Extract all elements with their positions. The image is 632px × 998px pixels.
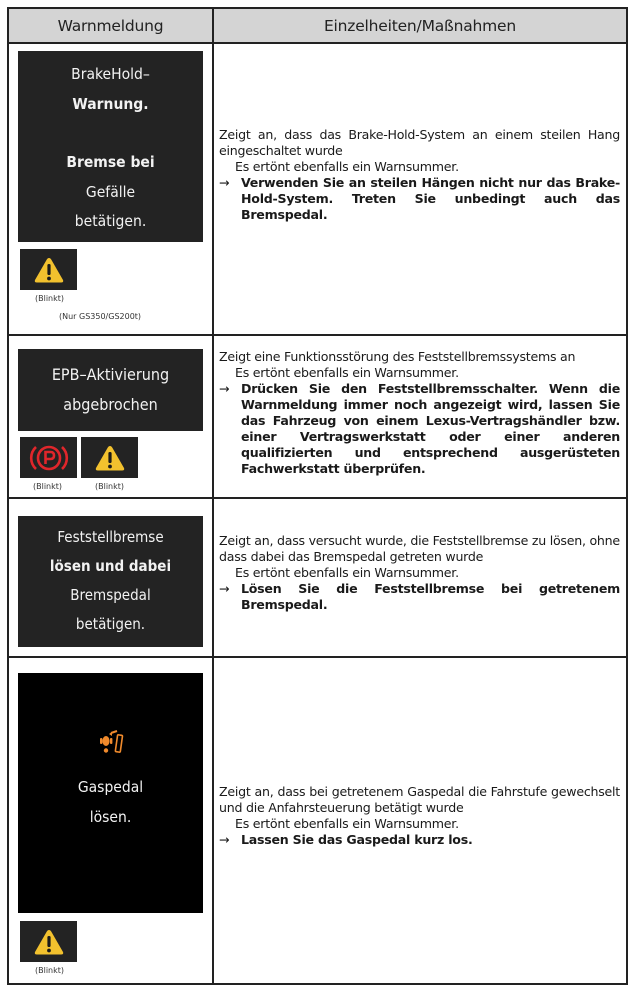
screen-line: Feststellbremse bbox=[57, 528, 164, 546]
details-text bbox=[214, 349, 626, 477]
details-cell bbox=[214, 336, 626, 497]
screen-line: betätigen. bbox=[75, 615, 146, 633]
indicator-parking-brake bbox=[20, 437, 77, 478]
warning-message-cell bbox=[9, 499, 214, 656]
foot-on-accelerator-icon bbox=[95, 729, 127, 755]
action-text: Drücken Sie den Feststellbremsschalter. Wenn die Warnmeldung immer noch angezeigt wird, lassen Sie das Fahrzeug von einem Lexus-Vertragshändler bzw. einer Vertragswerkstatt oder einer anderen qualifizierten und entsprechend ausgerüsteten Fachwerkstatt überprüfen. bbox=[241, 381, 620, 476]
screen-line: Gefälle bbox=[85, 182, 136, 201]
description: Zeigt an, dass bei getretenem Gaspedal die Fahrstufe gewechselt und die Anfahrsteuerung betätigt wurde bbox=[219, 783, 620, 815]
warning-messages-table bbox=[7, 7, 628, 985]
screen-spacer bbox=[18, 119, 203, 148]
action-text: Verwenden Sie an steilen Hängen nicht nur das Brake-Hold-System. Treten Sie unbedingt auch das Bremspedal. bbox=[241, 175, 620, 222]
details-text bbox=[214, 784, 626, 848]
arrow-right-icon: → bbox=[219, 175, 230, 190]
details-text bbox=[214, 127, 626, 223]
action bbox=[219, 175, 620, 223]
table-row bbox=[9, 499, 626, 658]
indicator-warning bbox=[20, 921, 77, 962]
description: Zeigt eine Funktionsstörung des Feststellbremssystems an bbox=[219, 349, 576, 364]
screen-text bbox=[18, 772, 203, 832]
table-row bbox=[9, 44, 626, 336]
warning-triangle-icon bbox=[94, 444, 126, 472]
display-screen bbox=[18, 516, 203, 647]
screen-icon-wrap bbox=[18, 729, 203, 755]
screen-line: betätigen. bbox=[74, 212, 147, 230]
table-row bbox=[9, 336, 626, 499]
display-screen bbox=[18, 51, 203, 242]
screen-line: Bremse bei bbox=[66, 153, 155, 171]
indicator-warning bbox=[20, 249, 77, 290]
description: Zeigt an, dass das Brake-Hold-System an einem steilen Hang eingeschaltet wurde bbox=[219, 127, 620, 158]
details-cell bbox=[214, 658, 626, 983]
blink-label: (Blinkt) bbox=[95, 482, 125, 491]
screen-line: Gaspedal bbox=[77, 778, 144, 796]
indicator-warning bbox=[81, 437, 138, 478]
screen-line: Warnung. bbox=[72, 94, 149, 113]
action bbox=[219, 581, 620, 613]
arrow-right-icon: → bbox=[219, 381, 230, 396]
model-note: (Nur GS350/GS200t) bbox=[59, 312, 142, 321]
parking-brake-icon bbox=[28, 442, 70, 474]
blink-label: (Blinkt) bbox=[33, 482, 63, 491]
screen-line: lösen. bbox=[89, 808, 132, 826]
screen-line: lösen und dabei bbox=[49, 557, 172, 575]
details-text bbox=[214, 533, 626, 613]
screen-line: BrakeHold– bbox=[71, 65, 150, 83]
display-screen bbox=[18, 349, 203, 431]
table-header bbox=[9, 9, 626, 44]
arrow-right-icon: → bbox=[219, 580, 230, 596]
description: Zeigt an, dass versucht wurde, die Feststellbremse zu lösen, ohne dass dabei das Bremspedal getreten wurde bbox=[219, 532, 620, 564]
header-details-actions: Einzelheiten/Maßnahmen bbox=[323, 16, 517, 35]
action bbox=[219, 832, 620, 848]
action-text: Lösen Sie die Feststellbremse bei getretenem Bremspedal. bbox=[241, 580, 620, 612]
screen-line: Bremspedal bbox=[70, 586, 151, 604]
details-cell bbox=[214, 499, 626, 656]
arrow-right-icon: → bbox=[219, 831, 230, 847]
warning-triangle-icon bbox=[33, 256, 65, 284]
blink-label: (Blinkt) bbox=[35, 294, 65, 303]
warning-message-cell bbox=[9, 658, 214, 983]
buzzer-note: Es ertönt ebenfalls ein Warnsummer. bbox=[235, 159, 459, 174]
screen-line: abgebrochen bbox=[63, 395, 158, 414]
table-row bbox=[9, 658, 626, 983]
details-cell bbox=[214, 44, 626, 334]
buzzer-note: Es ertönt ebenfalls ein Warnsummer. bbox=[235, 564, 459, 580]
screen-line: EPB–Aktivierung bbox=[51, 365, 170, 384]
warning-message-cell bbox=[9, 44, 214, 334]
header-warnmeldung: Warnmeldung bbox=[9, 9, 214, 42]
warning-triangle-icon bbox=[33, 928, 65, 956]
buzzer-note: Es ertönt ebenfalls ein Warnsummer. bbox=[235, 365, 459, 380]
blink-label: (Blinkt) bbox=[35, 966, 65, 975]
action-text: Lassen Sie das Gaspedal kurz los. bbox=[241, 831, 473, 847]
action bbox=[219, 381, 620, 477]
display-screen bbox=[18, 673, 203, 913]
warning-message-cell bbox=[9, 336, 214, 497]
buzzer-note: Es ertönt ebenfalls ein Warnsummer. bbox=[235, 815, 459, 831]
